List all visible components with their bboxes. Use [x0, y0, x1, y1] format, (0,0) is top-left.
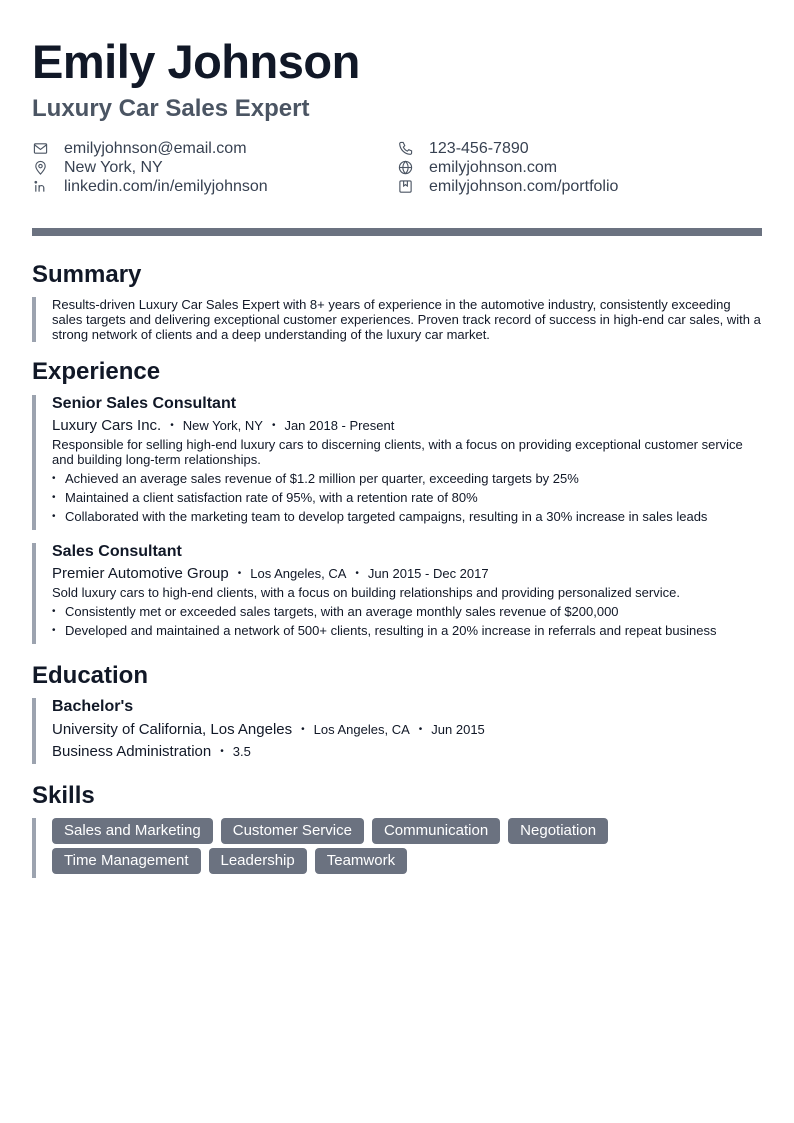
separator-dot: • [301, 724, 305, 735]
portfolio-text: emilyjohnson.com/portfolio [429, 177, 619, 195]
job-dates: Jun 2015 - Dec 2017 [367, 566, 489, 581]
job-bullets [52, 602, 762, 640]
job-title: Luxury Car Sales Expert [32, 95, 310, 122]
job-company: Luxury Cars Inc. [52, 417, 162, 434]
separator-dot: • [237, 568, 242, 579]
field-of-study: Business Administration [52, 743, 212, 760]
education-heading: Education [32, 662, 149, 689]
job-bar [32, 543, 36, 644]
separator-dot: • [418, 724, 423, 735]
school: University of California, Los Angeles [52, 721, 293, 738]
summary-heading: Summary [32, 261, 142, 288]
graduation-date: Jun 2015 [431, 722, 485, 737]
education-entry [52, 697, 762, 762]
contact-location [32, 158, 163, 177]
job-meta [52, 416, 762, 436]
globe-icon [397, 160, 413, 176]
bookmark-icon [397, 179, 413, 195]
skill-chip: Sales and Marketing [52, 818, 213, 844]
degree: Bachelor's [52, 698, 134, 715]
list-item: • Consistently met or exceeded sales targets, with an average monthly sales revenue of $200,000 [52, 602, 762, 621]
education-meta [52, 720, 762, 740]
job-company: Premier Automotive Group [52, 565, 229, 582]
email-text: emilyjohnson@email.com [64, 139, 247, 157]
skill-chip: Communication [372, 818, 500, 844]
job-description: Sold luxury cars to high-end clients, with a focus on building relationships and providing personalized service. [52, 585, 680, 600]
skill-chip: Time Management [52, 848, 201, 874]
skill-chip: Negotiation [508, 818, 608, 844]
website-text: emilyjohnson.com [429, 158, 558, 176]
separator-dot: • [355, 568, 359, 579]
list-item: • Collaborated with the marketing team to develop targeted campaigns, resulting in a 30% increase in sales leads [52, 507, 762, 526]
job-role: Sales Consultant [52, 543, 182, 560]
contact-info [32, 139, 772, 199]
skill-chip: Teamwork [315, 848, 407, 874]
candidate-name: Emily Johnson [32, 35, 360, 88]
contact-portfolio[interactable] [397, 177, 618, 196]
education-field-meta [52, 742, 762, 762]
header-divider [32, 228, 762, 236]
list-item: • Maintained a client satisfaction rate of 95%, with a retention rate of 80% [52, 488, 762, 507]
summary-text: Results-driven Luxury Car Sales Expert with 8+ years of experience in the automotive industry, consistently exceeding sales targets and delivering exceptional customer experiences. Proven track record of success in high-end car sales, with a strong network of clients and a deep understanding of the luxury car market. [52, 297, 761, 342]
job-location: New York, NY [182, 418, 263, 433]
phone-text: 123-456-7890 [429, 139, 529, 157]
job-location: Los Angeles, CA [250, 566, 347, 581]
map-pin-icon [32, 160, 48, 176]
job-bullets [52, 469, 762, 526]
separator-dot: • [220, 746, 224, 757]
contact-email[interactable] [32, 139, 247, 158]
experience-heading: Experience [32, 358, 161, 385]
contact-linkedin[interactable] [32, 177, 268, 196]
gpa: 3.5 [232, 744, 251, 759]
separator-dot: • [271, 420, 276, 431]
summary-section [52, 297, 762, 342]
summary-bar [32, 297, 36, 342]
separator-dot: • [170, 420, 174, 431]
phone-icon [397, 141, 413, 157]
location-text: New York, NY [64, 158, 163, 176]
contact-phone[interactable] [397, 139, 529, 158]
linkedin-text: linkedin.com/in/emilyjohnson [64, 177, 268, 195]
education-bar [32, 698, 36, 764]
job-role: Senior Sales Consultant [52, 395, 237, 412]
skills-bar [32, 818, 36, 878]
job-bar [32, 395, 36, 530]
job-entry [52, 542, 762, 640]
list-item: • Achieved an average sales revenue of $1.2 million per quarter, exceeding targets by 25% [52, 469, 762, 488]
job-entry [52, 394, 762, 526]
school-location: Los Angeles, CA [313, 722, 410, 737]
skill-chip: Customer Service [221, 818, 364, 844]
envelope-icon [32, 141, 48, 157]
linkedin-icon [32, 179, 48, 195]
skills-heading: Skills [32, 782, 95, 809]
job-description: Responsible for selling high-end luxury cars to discerning clients, with a focus on providing exceptional customer service and building long-term relationships. [52, 437, 743, 467]
list-item: • Developed and maintained a network of 500+ clients, resulting in a 20% increase in referrals and repeat business [52, 621, 762, 640]
skill-chip: Leadership [209, 848, 307, 874]
contact-website[interactable] [397, 158, 557, 177]
job-dates: Jan 2018 - Present [284, 418, 395, 433]
skills-list [52, 818, 762, 878]
job-meta [52, 564, 762, 584]
